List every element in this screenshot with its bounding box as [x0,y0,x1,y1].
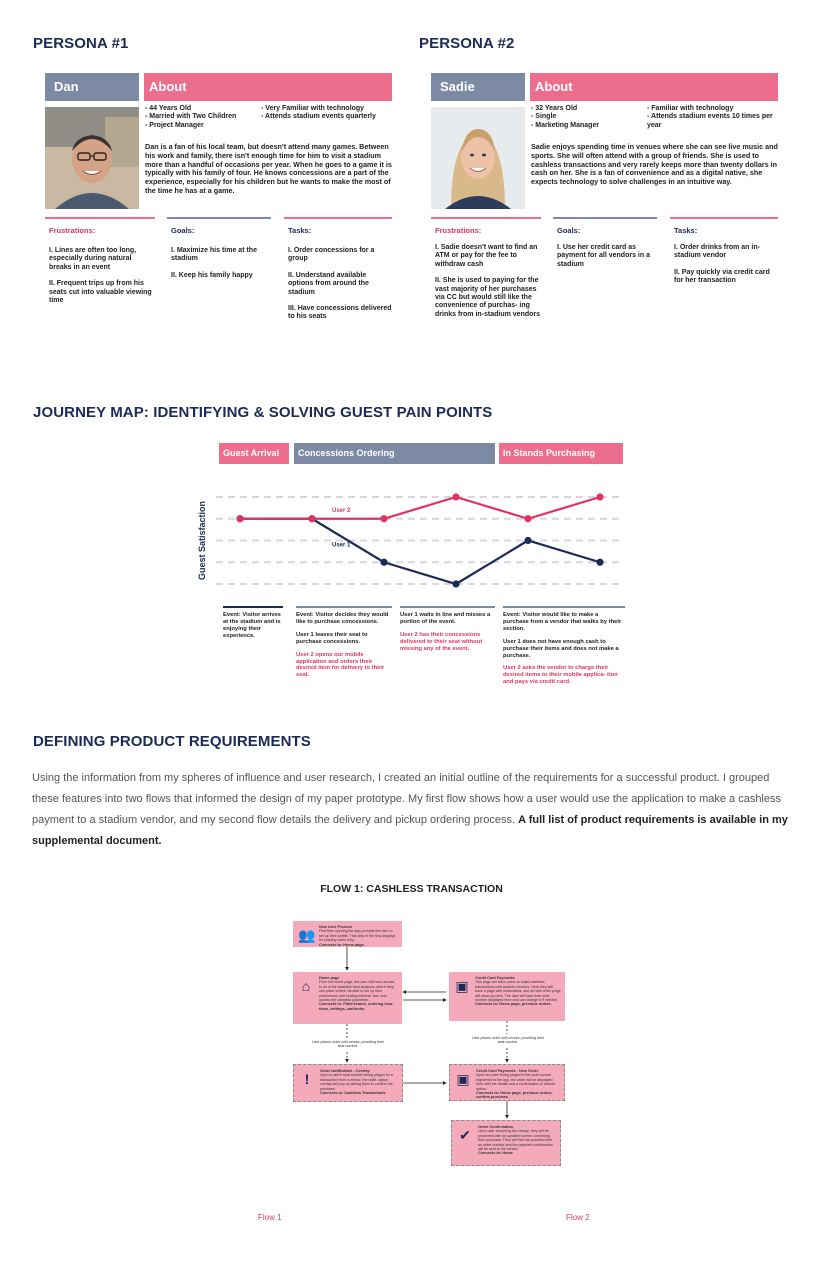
event-main: Event: Visitor decides they would like to purchase concessions. [296,612,389,625]
flow-box-home-page: ⌂ Home page From the home page, the user will have access to all of the available food locations where they can place orders, be able to set up their preferences and seating informa- tion, and access the cashless payments. Connects to: Filter/search, ordering loca- tions, settings, cart/order. [293,972,402,1024]
users-icon: 👥 [298,927,316,943]
flow-note: User places order with vendor, providing their seat number. [471,1036,545,1045]
frustration-item: II. Frequent trips up from his seats cut into valuable viewing time [49,280,152,305]
tasks-label: Tasks: [674,226,698,235]
persona-name: Sadie [431,73,525,101]
persona-1-heading: PERSONA #1 [33,35,129,52]
fact: - Single [531,113,557,121]
event-user1: User 1 does not have enough cash to purchase their items and does not make a purchase. [503,638,619,659]
event-user2: User 2 has their concessions delivered to their seat without missing any of the event. [400,631,483,652]
task-item: I. Order drinks from an in-stadium vendor [674,244,760,260]
persona-2-heading: PERSONA #2 [419,35,515,52]
persona-bio: Sadie enjoys spending time in venues where she can see live music and sports. She will often attend with a group of friends. She is used to cashless transactions and very rarely keeps more than twenty dollars in cash on her. She is a fan of convenience and as a digital native, she expects technology to solve challenges in an intuitive way. [531,142,778,187]
task-item: III. Have concessions delivered to his seats [288,305,392,321]
flow-2-label[interactable]: Flow 2 [566,1213,590,1222]
goals-label: Goals: [171,226,195,235]
requirements-heading: DEFINING PRODUCT REQUIREMENTS [33,733,311,750]
persona-bio: Dan is a fan of his local team, but doesn't attend many games. Between his work and family, there isn't enough time for him to visit a stadium more than a handful of occasions per year. When he goes to a game it is typically with his family of four. He knows concessions are a part of the experience, especially for his children but he wants to make the most of the time he has at a game. [145,142,392,195]
frustrations-label: Frustrations: [49,226,96,235]
fact: - 44 Years Old [145,105,192,112]
fact: - Marketing Manager [531,121,600,129]
frustrations-label: Frustrations: [435,226,482,235]
task-item: II. Understand available options from around the stadium [288,271,369,296]
paragraph-bold: A full list of product requirements is available in my supplemental document. [32,814,788,847]
credit-card-icon: ▣ [456,1071,470,1087]
series-label-user-1: User 1 [332,542,351,549]
y-axis-label: Guest Satisfaction [197,500,207,581]
about-label: About [144,73,392,101]
stage-guest-arrival: Guest Arrival [219,443,289,464]
event-main: Event: Visitor arrives at the stadium and is enjoying their experience. [223,612,281,639]
about-label: About [530,73,778,101]
frustration-item: I. Lines are often too long, especially during natural breaks in an event [49,247,137,271]
flow-box-order-notification: ! Order Notification - Overlay Upon a user's seat number being pinged for a transaction from a vendor, the notifi- cation overlay will pop up asking them to confirm the purchase. Connects to: Cashless Transactions [293,1064,403,1102]
tasks-label: Tasks: [288,226,312,235]
credit-card-icon: ▣ [455,978,469,994]
flow-box-credit-card-payments: ▣ Credit Card Payments This page will allow users to make cashless transactions with stadium vendors. Here they will have a page with instructions, and all new order pings will show up here. The user will have their seat number displayed here and can change it if needed. Connects to: Home page, previous orders. [449,972,565,1021]
paragraph-text: Using the information from my spheres of influence and user research, I created an initial outline of the requirements for a successful product. I grouped these features into two flows that informed the design of my paper prototype. My first flow shows how a user would use the application to make a cashless payment to a stadium vendor, and my second flow details the delivery and pickup ordering process. [32,772,781,826]
flow-1-label[interactable]: Flow 1 [258,1213,282,1222]
goal-item: I. Maximize his time at the stadium [171,247,257,263]
fact: - Very Familiar with technology [261,105,365,112]
fact: - Attends stadium events 10 times per year [647,113,773,129]
journey-heading: JOURNEY MAP: IDENTIFYING & SOLVING GUEST PAIN POINTS [33,404,493,421]
flow-note: User places order with vendor, providing their seat number. [311,1040,385,1049]
fact: - Project Manager [145,121,204,129]
alert-icon: ! [304,1071,310,1087]
frustration-item: I. Sadie doesn't want to find an ATM or pay for the fee to withdraw cash [435,244,538,268]
fact: - Married with Two Children [145,113,237,121]
flow-box-new-user: 👥 New User Process First time opening the app prompts the user to set up their profile. This step in the flow displays for existing users only. Connects to: Home page. [293,921,402,947]
fact: - 32 Years Old [531,105,578,112]
goal-item: II. Keep his family happy [171,271,253,279]
task-item: I. Order concessions for a group [288,247,375,263]
flow-box-new-order: ▣ Credit Card Payments - New Order Upon an order being pinged to the seat number registered to the app, the order will be displayed here with the details and a confirmation or decline option. Connects to: Home page, previous orders, confirm purchase. [449,1064,565,1101]
event-user1: User 1 leaves their seat to purchase concessions. [296,631,368,645]
fact: - Attends stadium events quarterly [261,113,376,121]
fact: - Familiar with technology [647,105,734,112]
event-user1: User 1 waits in line and misses a portion of the event. [400,612,491,625]
home-icon: ⌂ [301,978,311,994]
stage-in-stands-purchasing: In Stands Purchasing [499,443,623,464]
persona-name: Dan [45,73,139,101]
stage-concessions-ordering: Concessions Ordering [294,443,495,464]
task-item: II. Pay quickly via credit card for her transaction [674,268,770,285]
event-user2: User 2 opens our mobile application and orders their desired item for delivery to their seat. [296,651,385,679]
event-user2: User 2 asks the vendor to charge their desired items to their mobile applica- tion and pays via credit card. [503,665,618,686]
flow-title: FLOW 1: CASHLESS TRANSACTION [320,883,503,895]
flow-box-order-confirmation: ✔ Order Confirmation Upon user accepting the charge, they will be presented with an updated screen confirming their purchase. They will then be provided with an order number and the payment confirmation will be sent to the vendor. Connects to: Home [451,1120,561,1166]
check-icon: ✔ [459,1127,471,1143]
frustration-item: II. She is used to paying for the vast majority of her purchases via CC but would still like the convenience of purchas- ing drinks from in-stadium vendors [435,277,541,318]
goal-item: I. Use her credit card as payment for all vendors in a stadium [557,244,650,268]
event-main: Event: Visitor would like to make a purchase from a vendor that walks by their section. [503,612,622,632]
goals-label: Goals: [557,226,581,235]
series-label-user-2: User 2 [332,507,351,514]
